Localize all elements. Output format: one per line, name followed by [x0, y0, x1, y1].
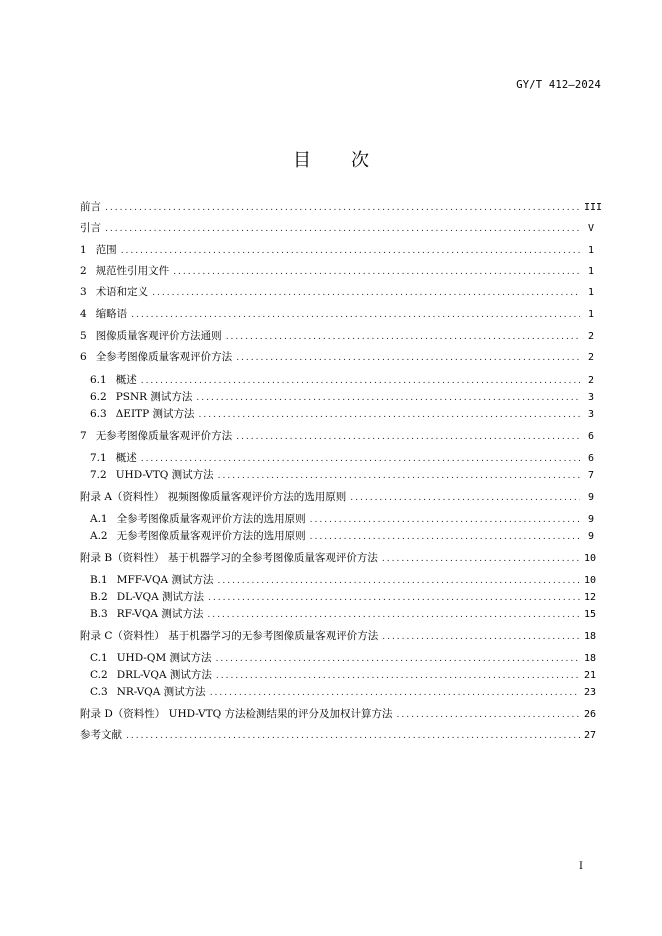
toc-entry[interactable]: [80, 328, 594, 344]
leader-dots: [131, 307, 580, 323]
toc-entry-page: 9: [587, 514, 594, 525]
toc-entry-number: 附录 B: [80, 552, 113, 564]
leader-dots: [105, 221, 580, 237]
toc-entry[interactable]: [90, 684, 597, 700]
toc-entry-number: B.3: [90, 608, 108, 620]
leader-dots: [226, 329, 580, 345]
title-char-2: 次: [351, 150, 369, 171]
toc-entry[interactable]: [90, 406, 594, 422]
toc-entry-label: （资料性） 基于机器学习的无参考图像质量客观评价方法: [112, 630, 379, 642]
toc-entry-page: 27: [584, 730, 597, 741]
toc-entry-label: 前言: [80, 201, 101, 213]
toc-entry-page: 2: [587, 331, 594, 342]
toc-entry-label: 术语和定义: [95, 286, 149, 298]
leader-dots: [208, 590, 580, 606]
leader-dots: [217, 573, 580, 589]
leader-dots: [382, 629, 580, 645]
toc-entry-label: 全参考图像质量客观评价方法: [95, 351, 233, 363]
leader-dots: [382, 551, 580, 567]
leader-dots: [207, 607, 580, 623]
leader-dots: [210, 685, 580, 701]
toc-entry-number: C.1: [90, 652, 108, 664]
toc-entry[interactable]: [80, 489, 594, 505]
toc-entry-label: 概述: [115, 374, 137, 386]
toc-entry[interactable]: [80, 284, 594, 300]
toc-entry-label: 无参考图像质量客观评价方法: [95, 430, 233, 442]
toc-entry[interactable]: [90, 572, 597, 588]
toc-entry-number: A.1: [90, 513, 108, 525]
toc-entry-number: 附录 C: [80, 630, 113, 642]
toc-entry[interactable]: [90, 589, 597, 605]
toc-entry[interactable]: [90, 667, 597, 683]
toc-entry[interactable]: [80, 428, 594, 444]
leader-dots: [350, 490, 580, 506]
toc-entry-number: 2: [80, 265, 87, 277]
leader-dots: [216, 651, 580, 667]
toc-entry-label: 图像质量客观评价方法通则: [95, 330, 222, 342]
toc-entry-number: 6.3: [90, 408, 107, 420]
toc-entry-label: 范围: [95, 244, 117, 256]
toc-entry-label: （资料性） UHD-VTQ 方法检测结果的评分及加权计算方法: [112, 708, 393, 720]
toc-entry-page: 18: [584, 631, 597, 642]
toc-entry[interactable]: [90, 450, 594, 466]
toc-entry-page: 7: [587, 470, 594, 481]
toc-entry-label: （资料性） 视频图像质量客观评价方法的选用原则: [111, 491, 347, 503]
toc-entry-page: 3: [587, 409, 594, 420]
toc-entry-label: UHD-VTQ 测试方法: [115, 469, 214, 481]
leader-dots: [126, 728, 580, 744]
toc-entry[interactable]: [90, 389, 594, 405]
toc-entry-number: 3: [80, 286, 87, 298]
leader-dots: [196, 390, 580, 406]
toc-entry-number: 附录 D: [80, 708, 113, 720]
toc-entry[interactable]: [80, 550, 597, 566]
toc-entry-number: 6.1: [90, 374, 107, 386]
toc-entry[interactable]: [80, 199, 603, 215]
toc-entry-page: 2: [587, 352, 594, 363]
toc-entry-page: III: [584, 202, 603, 213]
toc-entry[interactable]: [90, 606, 597, 622]
toc-entry[interactable]: [90, 650, 597, 666]
toc-entry-number: 4: [80, 308, 87, 320]
toc-entry[interactable]: [80, 220, 594, 236]
toc-entry-label: DL-VQA 测试方法: [116, 591, 205, 603]
leader-dots: [141, 373, 580, 389]
toc-entry[interactable]: [80, 706, 597, 722]
toc-entry[interactable]: [90, 511, 594, 527]
leader-dots: [121, 243, 580, 259]
leader-dots: [236, 429, 580, 445]
leader-dots: [152, 285, 580, 301]
toc-entry[interactable]: [80, 242, 594, 258]
toc-entry-page: 23: [584, 687, 597, 698]
toc-entry-number: 5: [80, 330, 87, 342]
toc-entry-label: RF-VQA 测试方法: [116, 608, 204, 620]
toc-entry-page: 21: [584, 670, 597, 681]
toc-entry-page: 10: [584, 553, 597, 564]
toc-entry-label: PSNR 测试方法: [115, 391, 193, 403]
toc-entry-page: 18: [584, 653, 597, 664]
leader-dots: [236, 350, 580, 366]
toc-entry-page: 12: [584, 592, 597, 603]
toc-entry-label: NR-VQA 测试方法: [116, 686, 206, 698]
toc-entry-page: V: [587, 223, 594, 234]
toc-entry[interactable]: [80, 306, 594, 322]
toc-entry-page: 3: [587, 392, 594, 403]
toc-entry-page: 6: [587, 453, 594, 464]
toc-entry-page: 2: [587, 375, 594, 386]
standard-number: GY/T 412—2024: [516, 79, 601, 91]
toc-entry-label: 缩略语: [95, 308, 128, 320]
page-number: I: [579, 861, 583, 872]
toc-entry-number: 7: [80, 430, 87, 442]
toc-entry-number: 6: [80, 351, 87, 363]
leader-dots: [141, 451, 580, 467]
toc-entry[interactable]: [80, 727, 597, 743]
toc-entry-page: 10: [584, 575, 597, 586]
leader-dots: [310, 529, 580, 545]
toc-entry-label: UHD-QM 测试方法: [116, 652, 212, 664]
toc-entry-page: 26: [584, 709, 597, 720]
toc-entry-label: 规范性引用文件: [95, 265, 170, 277]
toc-entry-number: 附录 A: [80, 491, 112, 503]
toc-entry-number: C.3: [90, 686, 108, 698]
toc-entry-page: 9: [587, 492, 594, 503]
toc-entry-label: 概述: [115, 452, 137, 464]
toc-entry[interactable]: [90, 467, 594, 483]
toc-entry-page: 15: [584, 609, 597, 620]
leader-dots: [199, 407, 580, 423]
toc-entry-label: MFF-VQA 测试方法: [116, 574, 214, 586]
toc-entry-label: 无参考图像质量客观评价方法的选用原则: [116, 530, 306, 542]
toc-entry-number: 7.2: [90, 469, 107, 481]
toc-entry-number: C.2: [90, 669, 108, 681]
toc-entry-label: （资料性） 基于机器学习的全参考图像质量客观评价方法: [112, 552, 378, 564]
toc-entry-label: 引言: [80, 222, 101, 234]
page-title: [0, 146, 662, 172]
toc-entry-number: B.1: [90, 574, 108, 586]
leader-dots: [397, 707, 580, 723]
leader-dots: [216, 668, 580, 684]
toc-entry-label: ΔEITP 测试方法: [115, 408, 195, 420]
toc-entry[interactable]: [80, 628, 597, 644]
leader-dots: [218, 468, 580, 484]
title-char-1: 目: [293, 150, 311, 171]
toc-entry-number: B.2: [90, 591, 108, 603]
toc-entry-number: A.2: [90, 530, 108, 542]
toc-entry-page: 1: [587, 287, 594, 298]
toc-entry-label: 全参考图像质量客观评价方法的选用原则: [116, 513, 306, 525]
leader-dots: [173, 264, 580, 280]
toc-entry-number: 1: [80, 244, 87, 256]
toc-entry-label: DRL-VQA 测试方法: [116, 669, 212, 681]
toc-entry[interactable]: [90, 528, 594, 544]
toc-entry[interactable]: [80, 263, 594, 279]
leader-dots: [105, 200, 580, 216]
toc-entry-number: 7.1: [90, 452, 107, 464]
leader-dots: [310, 512, 580, 528]
toc-entry-page: 6: [587, 431, 594, 442]
toc-entry-page: 1: [587, 309, 594, 320]
toc-entry-number: 6.2: [90, 391, 107, 403]
toc-entry-page: 1: [587, 266, 594, 277]
toc-entry[interactable]: [80, 349, 594, 365]
toc-entry-page: 1: [587, 245, 594, 256]
toc-entry-label: 参考文献: [80, 729, 122, 741]
toc-entry-page: 9: [587, 531, 594, 542]
toc-entry[interactable]: [90, 372, 594, 388]
